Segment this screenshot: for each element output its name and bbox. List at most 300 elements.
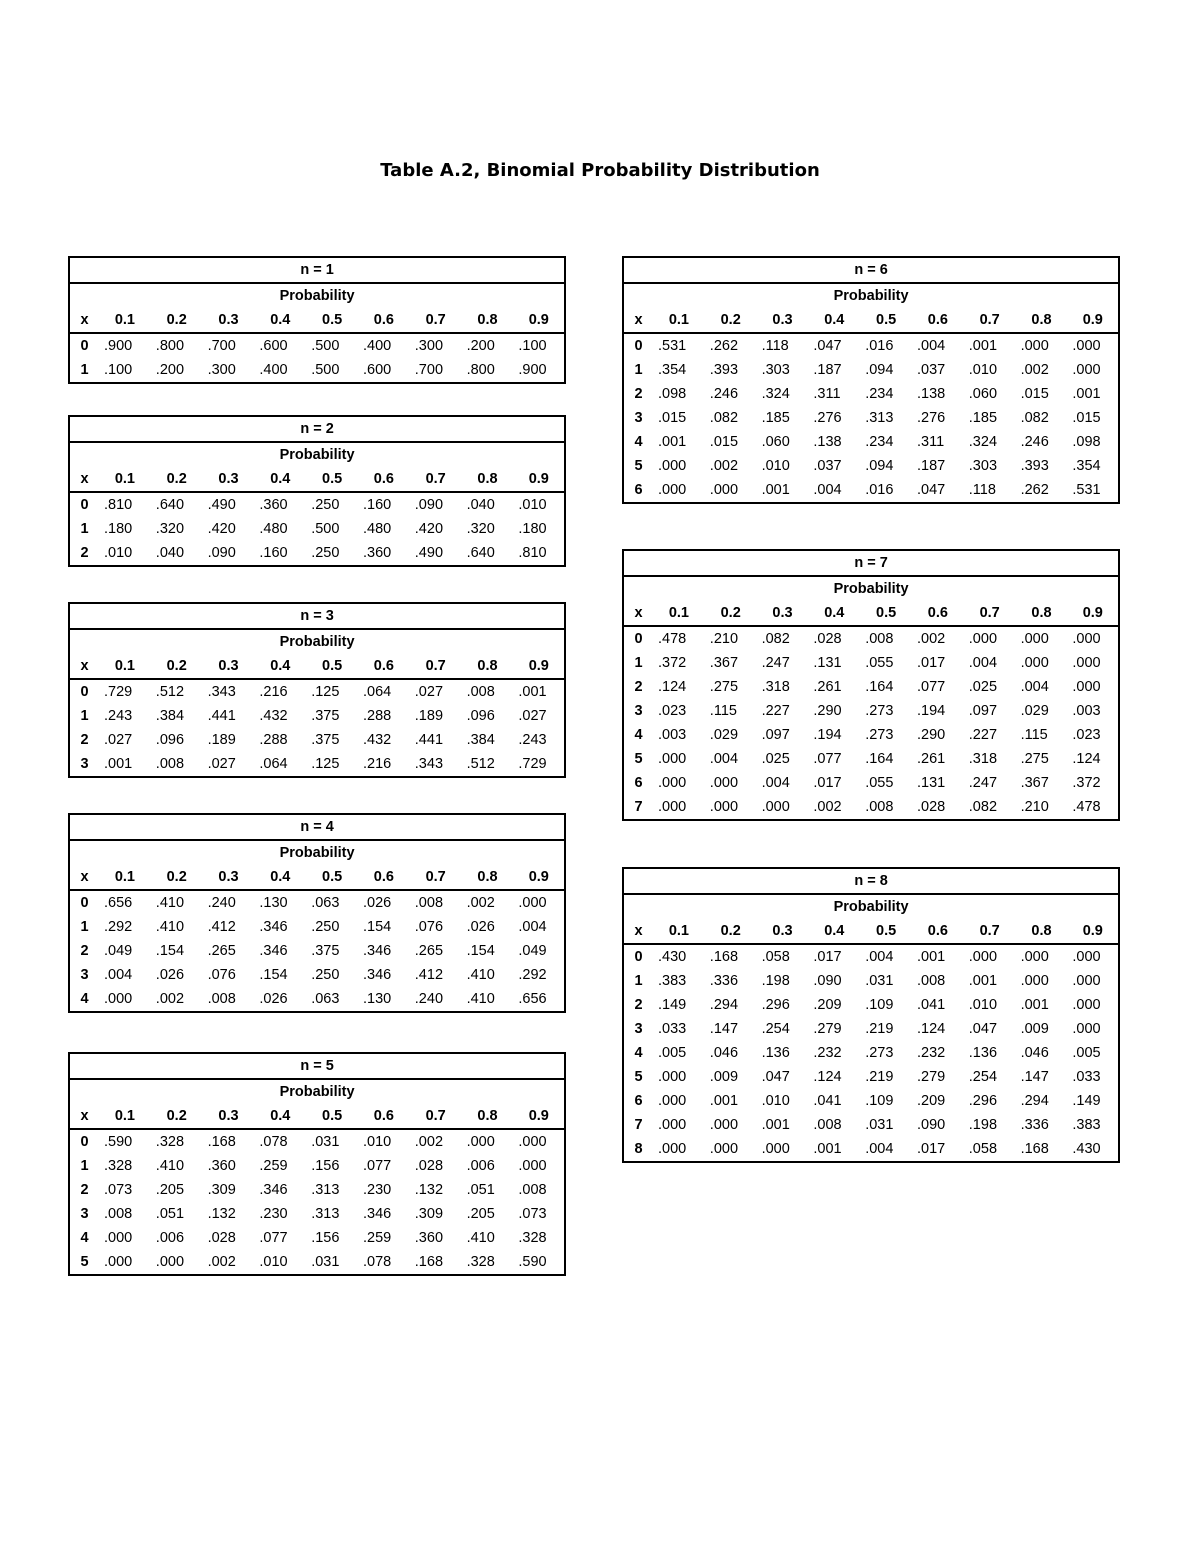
probability-cell: .027	[104, 732, 133, 748]
probability-cell: .324	[761, 386, 790, 402]
table-row	[623, 382, 1119, 406]
probability-cell: .008	[865, 631, 894, 647]
probability-cell: .001	[761, 482, 790, 498]
probability-cell: .194	[916, 703, 946, 719]
probability-cell: .168	[414, 1254, 444, 1270]
probability-cell: .000	[968, 949, 998, 965]
n-header-row	[69, 603, 565, 629]
probability-cell: .015	[1020, 386, 1049, 402]
probability-cell: .393	[709, 362, 739, 378]
probability-column-header: 0.6	[358, 308, 410, 333]
probability-cell: .008	[414, 895, 444, 911]
probability-cell: .001	[813, 1141, 842, 1157]
x-column-header: x	[69, 654, 99, 679]
probability-cell: .077	[813, 751, 842, 767]
table-row	[69, 915, 565, 939]
probability-cell: .031	[311, 1134, 340, 1150]
probability-cell: .090	[414, 497, 444, 513]
table-row	[623, 626, 1119, 651]
probability-column-header: 0.2	[705, 308, 757, 333]
probability-cell: .001	[104, 756, 133, 772]
probability-cell: .480	[362, 521, 392, 537]
probability-column-header: 0.8	[462, 1104, 514, 1129]
probability-column-header: 0.6	[912, 601, 964, 626]
probability-cell: .028	[916, 799, 946, 815]
x-value: 2	[80, 732, 89, 748]
column-header-row	[69, 654, 565, 679]
probability-column-header: 0.2	[151, 467, 203, 492]
n-label: n = 8	[623, 868, 1119, 894]
probability-cell: .026	[362, 895, 392, 911]
probability-cell: .346	[259, 1182, 288, 1198]
probability-cell: .180	[518, 521, 547, 537]
probability-cell: .303	[761, 362, 790, 378]
probability-cell: .002	[414, 1134, 444, 1150]
probability-column-header: 0.6	[358, 865, 410, 890]
probability-cell: .078	[259, 1134, 288, 1150]
probability-cell: .328	[155, 1134, 185, 1150]
probability-cell: .023	[658, 703, 687, 719]
probability-column-header: 0.1	[653, 601, 705, 626]
table-row	[69, 541, 565, 566]
probability-cell: .147	[1020, 1069, 1049, 1085]
probability-cell: .040	[466, 497, 495, 513]
x-column-header: x	[69, 865, 99, 890]
probability-cell: .420	[207, 521, 236, 537]
probability-cell: .109	[865, 1093, 894, 1109]
probability-cell: .002	[709, 458, 739, 474]
probability-cell: .400	[259, 362, 288, 378]
probability-label: Probability	[833, 581, 909, 597]
probability-cell: .478	[1072, 799, 1101, 815]
probability-cell: .000	[761, 1141, 790, 1157]
probability-cell: .246	[709, 386, 739, 402]
probability-cell: .118	[968, 482, 996, 498]
probability-cell: .082	[761, 631, 790, 647]
probability-cell: .058	[968, 1141, 998, 1157]
probability-cell: .410	[155, 1158, 185, 1174]
probability-cell: .002	[916, 631, 946, 647]
probability-cell: .900	[518, 362, 547, 378]
n-header-row	[623, 868, 1119, 894]
probability-cell: .055	[865, 655, 894, 671]
probability-column-header: 0.6	[912, 308, 964, 333]
n-label: n = 4	[69, 814, 565, 840]
probability-column-header: 0.3	[203, 308, 255, 333]
probability-cell: .512	[155, 684, 185, 700]
probability-cell: .383	[658, 973, 687, 989]
table-row	[623, 651, 1119, 675]
table-row	[623, 699, 1119, 723]
probability-cell: .250	[311, 545, 340, 561]
n-label: n = 5	[69, 1053, 565, 1079]
table-row	[69, 1202, 565, 1226]
probability-cell: .375	[311, 708, 340, 724]
probability-cell: .393	[1020, 458, 1049, 474]
probability-cell: .027	[414, 684, 444, 700]
probability-cell: .002	[466, 895, 495, 911]
probability-cell: .000	[658, 1141, 687, 1157]
x-value: 8	[634, 1141, 643, 1157]
probability-cell: .004	[813, 482, 842, 498]
probability-cell: .004	[104, 967, 133, 983]
probability-cell: .029	[1020, 703, 1049, 719]
probability-cell: .002	[1020, 362, 1049, 378]
probability-cell: .247	[968, 775, 998, 791]
probability-cell: .346	[259, 943, 288, 959]
probability-cell: .004	[709, 751, 739, 767]
probability-cell: .003	[658, 727, 687, 743]
probability-cell: .000	[761, 799, 790, 815]
probability-cell: .094	[865, 458, 894, 474]
probability-cell: .124	[1072, 751, 1101, 767]
x-value: 0	[80, 684, 89, 700]
probability-cell: .410	[466, 991, 495, 1007]
x-value: 2	[80, 545, 89, 561]
probability-cell: .288	[362, 708, 392, 724]
x-value: 2	[634, 997, 643, 1013]
probability-label: Probability	[279, 845, 355, 861]
probability-cell: .000	[658, 482, 687, 498]
probability-cell: .262	[709, 338, 739, 354]
probability-cell: .097	[968, 703, 998, 719]
table-row	[69, 358, 565, 383]
probability-cell: .132	[414, 1182, 444, 1198]
binomial-table	[68, 602, 566, 778]
probability-cell: .318	[968, 751, 998, 767]
probability-cell: .254	[761, 1021, 790, 1037]
x-value: 0	[634, 338, 643, 354]
probability-cell: .041	[813, 1093, 842, 1109]
x-value: 1	[634, 655, 643, 671]
x-value: 0	[80, 338, 89, 354]
probability-column-header: 0.7	[410, 467, 462, 492]
probability-column-header: 0.9	[513, 1104, 565, 1129]
probability-header-row	[623, 894, 1119, 919]
probability-cell: .729	[518, 756, 547, 772]
probability-cell: .189	[207, 732, 236, 748]
probability-cell: .008	[518, 1182, 547, 1198]
x-value: 5	[80, 1254, 89, 1270]
table-row	[69, 963, 565, 987]
probability-cell: .130	[362, 991, 392, 1007]
probability-cell: .147	[709, 1021, 739, 1037]
probability-cell: .372	[1072, 775, 1101, 791]
x-value: 3	[80, 967, 89, 983]
table-row	[69, 492, 565, 517]
probability-header-row	[69, 629, 565, 654]
probability-cell: .294	[709, 997, 739, 1013]
n-label: n = 7	[623, 550, 1119, 576]
probability-cell: .311	[813, 386, 841, 402]
probability-cell: .000	[104, 991, 133, 1007]
probability-cell: .000	[658, 1117, 687, 1133]
probability-cell: .037	[916, 362, 946, 378]
probability-cell: .367	[709, 655, 739, 671]
probability-cell: .000	[968, 631, 998, 647]
probability-cell: .296	[968, 1093, 998, 1109]
probability-cell: .031	[311, 1254, 340, 1270]
probability-column-header: 0.1	[653, 308, 705, 333]
probability-cell: .096	[155, 732, 185, 748]
probability-cell: .198	[761, 973, 790, 989]
probability-column-header: 0.1	[653, 919, 705, 944]
probability-cell: .047	[916, 482, 946, 498]
probability-cell: .262	[1020, 482, 1049, 498]
x-value: 1	[80, 1158, 89, 1174]
probability-cell: .000	[709, 482, 739, 498]
probability-cell: .800	[466, 362, 495, 378]
probability-cell: .900	[104, 338, 133, 354]
probability-column-header: 0.4	[254, 308, 306, 333]
probability-cell: .296	[761, 997, 790, 1013]
probability-cell: .010	[761, 458, 790, 474]
probability-cell: .247	[761, 655, 790, 671]
probability-cell: .273	[865, 1045, 894, 1061]
probability-cell: .000	[466, 1134, 495, 1150]
probability-cell: .000	[1072, 997, 1101, 1013]
probability-cell: .261	[916, 751, 946, 767]
probability-cell: .000	[709, 1117, 739, 1133]
probability-cell: .064	[259, 756, 288, 772]
x-value: 3	[634, 1021, 643, 1037]
probability-cell: .410	[466, 967, 495, 983]
x-value: 3	[80, 1206, 89, 1222]
probability-cell: .017	[916, 1141, 946, 1157]
probability-cell: .000	[1072, 973, 1101, 989]
probability-column-header: 0.7	[964, 308, 1016, 333]
probability-header-row	[69, 283, 565, 308]
probability-cell: .076	[414, 919, 444, 935]
probability-cell: .016	[865, 482, 894, 498]
probability-cell: .005	[658, 1045, 687, 1061]
probability-column-header: 0.2	[151, 865, 203, 890]
probability-cell: .343	[414, 756, 444, 772]
probability-cell: .324	[968, 434, 998, 450]
probability-column-header: 0.9	[513, 308, 565, 333]
probability-cell: .216	[362, 756, 392, 772]
probability-column-header: 0.7	[410, 654, 462, 679]
probability-cell: .073	[104, 1182, 133, 1198]
table-row	[623, 430, 1119, 454]
probability-cell: .000	[155, 1254, 185, 1270]
binomial-table	[622, 867, 1120, 1163]
probability-column-header: 0.4	[808, 308, 860, 333]
n-header-row	[623, 257, 1119, 283]
table-row	[69, 1178, 565, 1202]
probability-cell: .309	[207, 1182, 236, 1198]
probability-cell: .027	[518, 708, 547, 724]
probability-cell: .512	[466, 756, 495, 772]
probability-cell: .328	[518, 1230, 547, 1246]
probability-cell: .360	[259, 497, 288, 513]
probability-cell: .078	[362, 1254, 392, 1270]
x-value: 5	[634, 1069, 643, 1085]
probability-cell: .136	[761, 1045, 790, 1061]
probability-cell: .288	[259, 732, 288, 748]
probability-cell: .046	[709, 1045, 739, 1061]
probability-cell: .410	[155, 919, 185, 935]
x-value: 0	[80, 1134, 89, 1150]
probability-column-header: 0.5	[306, 654, 358, 679]
table-row	[623, 406, 1119, 430]
n-label: n = 3	[69, 603, 565, 629]
probability-cell: .063	[311, 895, 340, 911]
probability-cell: .082	[709, 410, 739, 426]
probability-cell: .040	[155, 545, 185, 561]
probability-cell: .490	[414, 545, 444, 561]
x-value: 4	[634, 1045, 643, 1061]
probability-cell: .033	[1072, 1069, 1101, 1085]
binomial-table	[68, 813, 566, 1013]
x-value: 4	[634, 727, 643, 743]
table-row	[69, 679, 565, 704]
probability-cell: .001	[709, 1093, 739, 1109]
probability-cell: .001	[658, 434, 687, 450]
n-label: n = 1	[69, 257, 565, 283]
table-row	[623, 993, 1119, 1017]
probability-column-header: 0.2	[151, 654, 203, 679]
x-value: 4	[634, 434, 643, 450]
probability-cell: .004	[916, 338, 946, 354]
x-value: 2	[80, 943, 89, 959]
probability-cell: .000	[1072, 362, 1101, 378]
probability-cell: .026	[155, 967, 185, 983]
probability-cell: .250	[311, 967, 340, 983]
probability-cell: .194	[813, 727, 842, 743]
probability-cell: .000	[658, 751, 687, 767]
probability-cell: .375	[311, 732, 340, 748]
probability-cell: .149	[658, 997, 687, 1013]
probability-cell: .273	[865, 727, 894, 743]
probability-cell: .227	[968, 727, 998, 743]
probability-cell: .367	[1020, 775, 1049, 791]
probability-cell: .136	[968, 1045, 998, 1061]
probability-cell: .490	[207, 497, 236, 513]
x-value: 6	[634, 1093, 643, 1109]
probability-cell: .254	[968, 1069, 998, 1085]
probability-cell: .017	[813, 949, 842, 965]
probability-cell: .073	[518, 1206, 547, 1222]
probability-cell: .430	[658, 949, 687, 965]
probability-cell: .000	[104, 1254, 133, 1270]
n-header-row	[69, 814, 565, 840]
table-row	[623, 1113, 1119, 1137]
probability-cell: .290	[916, 727, 946, 743]
probability-cell: .168	[207, 1134, 236, 1150]
probability-cell: .031	[865, 1117, 894, 1133]
probability-cell: .077	[916, 679, 946, 695]
probability-cell: .100	[518, 338, 547, 354]
probability-cell: .051	[155, 1206, 185, 1222]
probability-column-header: 0.1	[99, 308, 151, 333]
probability-column-header: 0.8	[462, 654, 514, 679]
probability-cell: .700	[207, 338, 236, 354]
probability-cell: .001	[1020, 997, 1049, 1013]
table-row	[623, 478, 1119, 503]
probability-header-row	[69, 442, 565, 467]
table-row	[623, 1137, 1119, 1162]
probability-column-header: 0.8	[462, 467, 514, 492]
n-header-row	[623, 550, 1119, 576]
probability-cell: .265	[414, 943, 444, 959]
probability-cell: .051	[466, 1182, 495, 1198]
probability-cell: .383	[1072, 1117, 1101, 1133]
probability-column-header: 0.1	[99, 654, 151, 679]
table-row	[69, 333, 565, 358]
probability-label: Probability	[279, 447, 355, 463]
probability-column-header: 0.5	[860, 601, 912, 626]
probability-cell: .082	[968, 799, 998, 815]
page-title: Table A.2, Binomial Probability Distribution	[380, 160, 820, 181]
probability-cell: .076	[207, 967, 236, 983]
probability-header-row	[623, 283, 1119, 308]
probability-cell: .313	[311, 1206, 340, 1222]
probability-cell: .125	[311, 684, 340, 700]
column-header-row	[69, 308, 565, 333]
probability-column-header: 0.8	[462, 308, 514, 333]
x-value: 1	[80, 919, 89, 935]
n-header-row	[69, 416, 565, 442]
probability-cell: .029	[709, 727, 739, 743]
x-value: 0	[80, 895, 89, 911]
probability-cell: .000	[658, 1093, 687, 1109]
probability-cell: .343	[207, 684, 236, 700]
probability-cell: .064	[362, 684, 392, 700]
probability-cell: .015	[709, 434, 739, 450]
probability-cell: .130	[259, 895, 288, 911]
binomial-table	[68, 1052, 566, 1276]
probability-cell: .250	[311, 497, 340, 513]
probability-cell: .320	[466, 521, 495, 537]
probability-column-header: 0.9	[513, 467, 565, 492]
probability-cell: .009	[1020, 1021, 1049, 1037]
x-value: 5	[634, 751, 643, 767]
table-row	[69, 1129, 565, 1154]
x-column-header: x	[623, 308, 653, 333]
probability-cell: .372	[658, 655, 687, 671]
probability-cell: .109	[865, 997, 894, 1013]
probability-cell: .098	[1072, 434, 1101, 450]
probability-cell: .006	[155, 1230, 185, 1246]
probability-column-header: 0.9	[513, 654, 565, 679]
probability-cell: .001	[968, 338, 998, 354]
probability-cell: .210	[1020, 799, 1049, 815]
probability-label: Probability	[833, 899, 909, 915]
binomial-table	[68, 415, 566, 567]
table-row	[69, 1226, 565, 1250]
probability-cell: .261	[813, 679, 842, 695]
probability-cell: .360	[414, 1230, 444, 1246]
table-row	[623, 1089, 1119, 1113]
table-row	[623, 969, 1119, 993]
probability-cell: .000	[518, 1158, 547, 1174]
n-header-row	[69, 1053, 565, 1079]
probability-cell: .008	[813, 1117, 842, 1133]
probability-label: Probability	[833, 288, 909, 304]
x-value: 1	[634, 973, 643, 989]
probability-cell: .000	[658, 1069, 687, 1085]
probability-cell: .154	[466, 943, 495, 959]
probability-cell: .232	[813, 1045, 842, 1061]
table-row	[623, 771, 1119, 795]
probability-cell: .200	[155, 362, 185, 378]
probability-cell: .185	[761, 410, 790, 426]
probability-cell: .028	[414, 1158, 444, 1174]
probability-cell: .028	[207, 1230, 236, 1246]
probability-cell: .098	[658, 386, 687, 402]
probability-label: Probability	[279, 1084, 355, 1100]
